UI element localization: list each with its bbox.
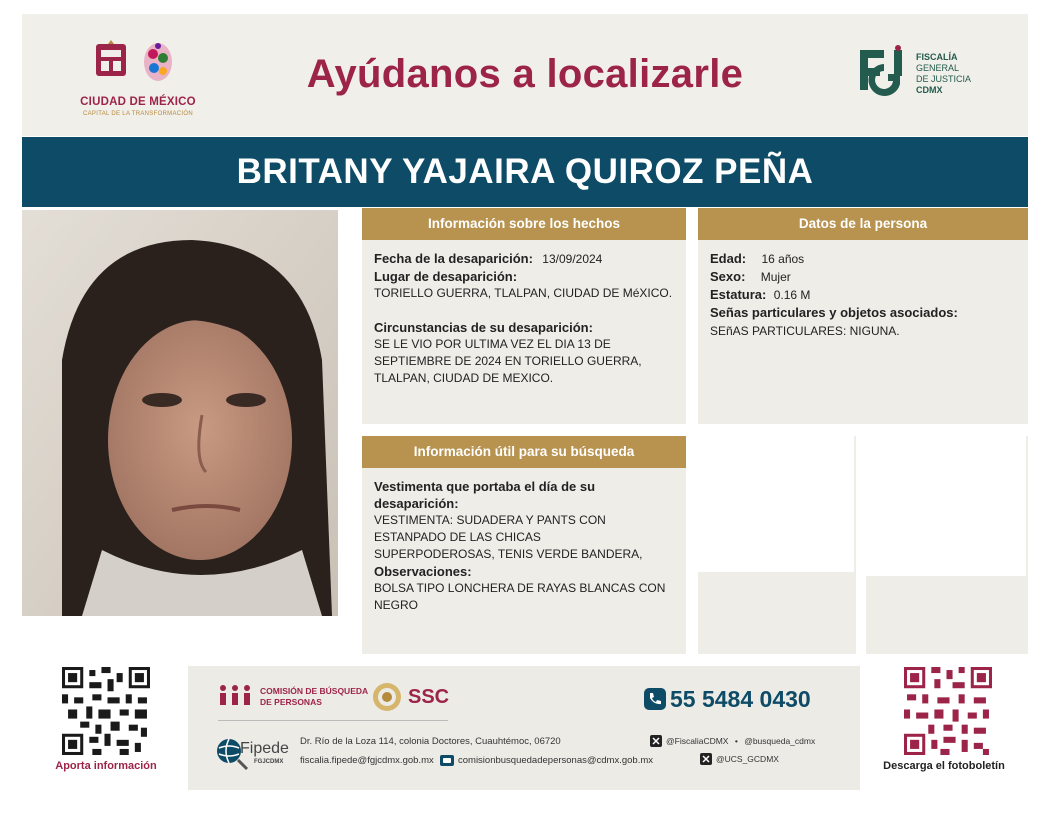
panel-datos-heading: Datos de la persona [698,208,1028,240]
sexo-row [710,268,1016,286]
panel-hechos-body [362,240,686,397]
email-fipede[interactable]: fiscalia.fipede@fgjcdmx.gob.mx [300,755,434,766]
panel-hechos-heading: Información sobre los hechos [362,208,686,240]
estatura-row [710,286,1016,304]
qr-code-aporta-icon[interactable] [62,667,150,755]
twitter-ucs-handle[interactable]: @UCS_GCDMX [716,754,779,764]
panel-datos [698,208,1028,424]
phone-number[interactable]: 55 5484 0430 [670,686,811,712]
lugar-label: Lugar de desaparición: [374,269,518,284]
panel-busqueda-body [362,468,686,624]
comision-busqueda-icon [218,684,252,710]
email-comision[interactable]: comisionbusquedadepersonas@cdmx.gob.mx [458,755,654,766]
header-banner [22,14,1028,136]
fgj-line1: FISCALÍA [916,52,958,62]
qr-code-fotoboletin-icon[interactable] [904,667,992,755]
senas-label: Señas particulares y objetos asociados: [710,305,958,320]
observaciones-label: Observaciones: [374,564,472,579]
estatura-value: 0.16 M [773,288,811,302]
photo-slot-1 [698,436,856,654]
fipede-subtext: FGJCDMX [254,759,284,765]
photo-slot-2 [866,436,1028,654]
comision-text [260,686,368,708]
x-social-icon [650,735,662,747]
cdmx-name: CIUDAD DE MÉXICO [80,96,196,108]
senas-value: SEñAS PARTICULARES: NIGUNA. [710,324,900,338]
fgj-logo [854,44,1004,114]
comision-line2: DE PERSONAS [260,697,322,707]
comision-line1: COMISIÓN DE BÚSQUEDA [260,686,369,696]
vestimenta-label: Vestimenta que portaba el día de su desaparición: [374,479,596,511]
photo-slot-2-blank [866,436,1026,576]
panel-datos-body [698,240,1028,350]
twitter-busqueda-handle[interactable]: @busqueda_cdmx [744,736,816,746]
circunstancias-label: Circunstancias de su desaparición: [374,320,593,335]
cdmx-slogan: CAPITAL DE LA TRANSFORMACIÓN [83,111,193,117]
phone-icon [644,688,666,710]
estatura-label: Estatura: [710,287,767,302]
person-name: BRITANY YAJAIRA QUIROZ PEÑA [236,152,814,191]
fgj-line4: CDMX [916,85,943,95]
fipede-text: Fipede [240,740,289,757]
portrait-image [22,210,338,616]
qr-left-label: Aporta información [55,760,157,772]
sexo-label: Sexo: [710,269,746,284]
ssc-text: SSC [408,686,450,708]
fecha-row [374,250,674,268]
lugar-value: TORIELLO GUERRA, TLALPAN, CIUDAD DE MéXICO. [374,286,673,300]
twitter-separator: • [734,736,738,746]
fecha-value: 13/09/2024 [542,252,603,266]
person-photo [22,210,338,616]
vestimenta-value: VESTIMENTA: SUDADERA Y PANTS CON ESTANPADO DE LAS CHICAS SUPERPODEROSAS, TENIS VERDE BANDERA, [374,513,643,561]
panel-hechos [362,208,686,424]
observaciones-value: BOLSA TIPO LONCHERA DE RAYAS BLANCAS CON NEGRO [374,581,666,612]
name-bar [22,137,1028,207]
fgj-line2: GENERAL [916,63,960,73]
panel-busqueda [362,436,686,654]
page-title: Ayúdanos a localizarle [306,52,744,96]
footer-contact-bar [188,666,860,790]
photo-slot-1-blank [698,436,854,572]
x-social-icon-2 [700,753,712,765]
fgj-emblem-icon [854,44,910,108]
fgj-text [916,52,971,96]
fecha-label: Fecha de la desaparición: [374,251,533,266]
email-icon [440,755,454,766]
circunstancias-value: SE LE VIO POR ULTIMA VEZ EL DIA 13 DE SEPTIEMBRE DE 2024 EN TORIELLO GUERRA, TLALPAN, CIUDAD DE MEXICO. [374,337,642,385]
edad-row [710,250,1016,268]
twitter-fiscalia [666,736,815,746]
address-text: Dr. Río de la Loza 114, colonia Doctores, Cuauhtémoc, 06720 [300,736,561,747]
sexo-value: Mujer [760,270,791,284]
edad-value: 16 años [761,252,805,266]
divider-line [218,720,448,721]
fgj-line3: DE JUSTICIA [916,74,972,84]
edad-label: Edad: [710,251,747,266]
twitter-fiscalia-handle[interactable]: @FiscaliaCDMX [666,736,729,746]
panel-busqueda-heading: Información útil para su búsqueda [362,436,686,468]
qr-right-label: Descarga el fotoboletín [883,760,1005,772]
ssc-badge-icon [372,682,402,712]
